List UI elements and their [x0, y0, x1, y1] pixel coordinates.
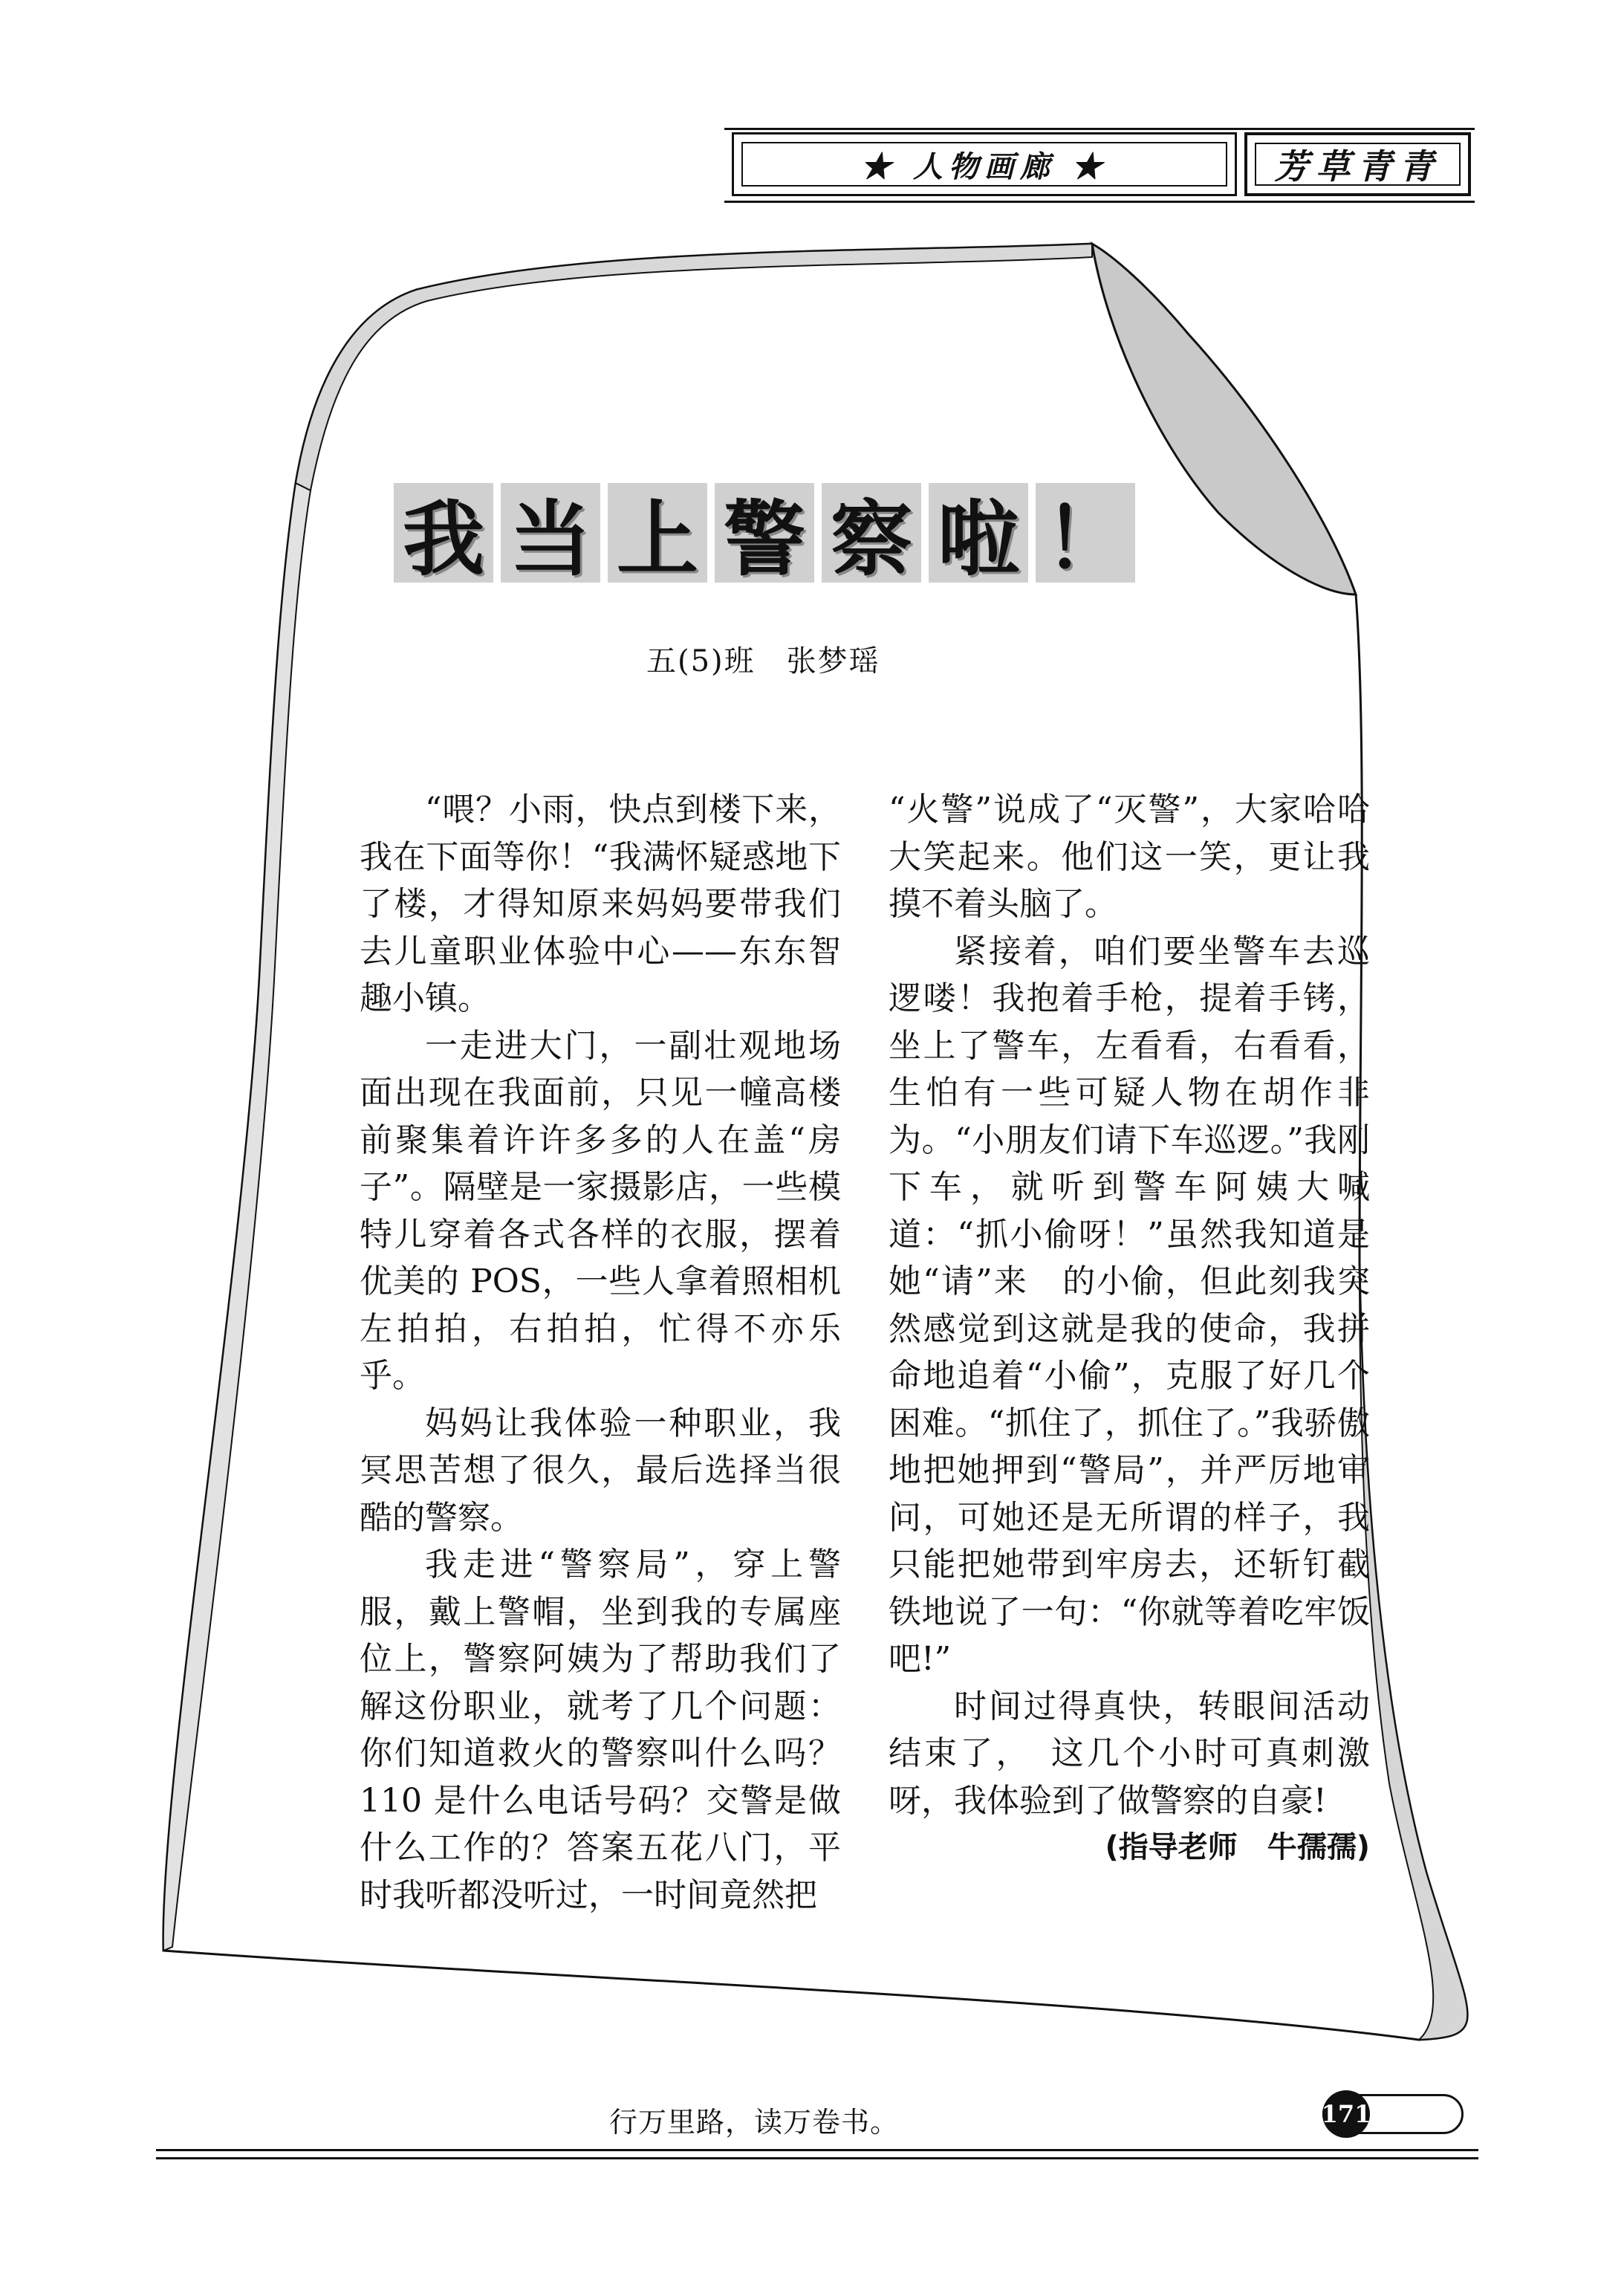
title-char: 我 [394, 483, 493, 583]
title-char: 啦 [929, 483, 1028, 583]
page-number: 171 [1322, 2090, 1370, 2138]
paragraph: 妈妈让我体验一种职业，我冥思苦想了很久，最后选择当很酷的警察。 [360, 1404, 841, 1537]
author-byline: 五(5)班 张梦瑶 [646, 644, 880, 678]
advisor-credit: (指导老师 牛孺孺) [1105, 1830, 1370, 1864]
header-rule-bottom [724, 201, 1475, 203]
paragraph: 我走进“警察局”，穿上警服，戴上警帽，坐到我的专属座位上，警察阿姨为了帮助我们了解这份职业，就考了几个问题：你们知道救火的警察叫什么吗？110 是什么电话号码？交警是做什么工作的？答案五花八门，平时我听都没听过，一时间竟然把 [360, 1546, 841, 1914]
brand-box [1244, 132, 1471, 196]
footer-motto: 行万里路，读万卷书。 [609, 2106, 900, 2139]
footer-rule-bottom [156, 2157, 1478, 2159]
paragraph: “火警”说成了“灭警”，大家哈哈大笑起来。他们这一笑，更让我摸不着头脑了。 [889, 791, 1370, 923]
paragraph: 一走进大门，一副壮观地场面出现在我面前，只见一幢高楼前聚集着许许多多的人在盖“房子”。隔壁是一家摄影店，一些模特儿穿着各式各样的衣服，摆着优美的 POS，一些人拿着照相机左拍拍，右拍拍，忙得不亦乐乎。 [360, 1026, 841, 1395]
paragraph: “喂？小雨，快点到楼下来，我在下面等你！“我满怀疑惑地下了楼，才得知原来妈妈要带我们去儿童职业体验中心——东东智趣小镇。 [360, 791, 841, 1017]
title-char: 察 [822, 483, 921, 583]
section-label: ★ 人物画廊 ★ [861, 149, 1108, 184]
title-char: ！ [1036, 483, 1135, 583]
header-rule-top [724, 128, 1475, 130]
paragraph: 紧接着，咱们要坐警车去巡逻喽！我抱着手枪，提着手铐，坐上了警车，左看看，右看看，生怕有一些可疑人物在胡作非为。“小朋友们请下车巡逻。”我刚下车，就听到警车阿姨大喊道：“抓小偷呀！”虽然我知道是她“请”来 的小偷，但此刻我突然感觉到这就是我的使命，我拼命地追着“小偷”，克服了好几个困难。“抓住了，抓住了。”我骄傲地把她押到“警局”，并严厉地审问，可她还是无所谓的样子，我只能把她带到牢房去，还斩钉截铁地说了一句：“你就等着吃牢饭吧!” [889, 932, 1370, 1678]
article-title [394, 483, 1135, 587]
article-column-right [889, 786, 1370, 1872]
section-label-box [732, 132, 1237, 196]
article-column-left [360, 786, 841, 1919]
title-char: 上 [608, 483, 707, 583]
title-char: 当 [501, 483, 600, 583]
footer-rule-top [156, 2149, 1478, 2151]
paragraph: 时间过得真快，转眼间活动结束了， 这几个小时可真刺激呀，我体验到了做警察的自豪! [889, 1687, 1370, 1820]
title-char: 警 [715, 483, 814, 583]
brand-title: 芳草青青 [1274, 146, 1441, 187]
